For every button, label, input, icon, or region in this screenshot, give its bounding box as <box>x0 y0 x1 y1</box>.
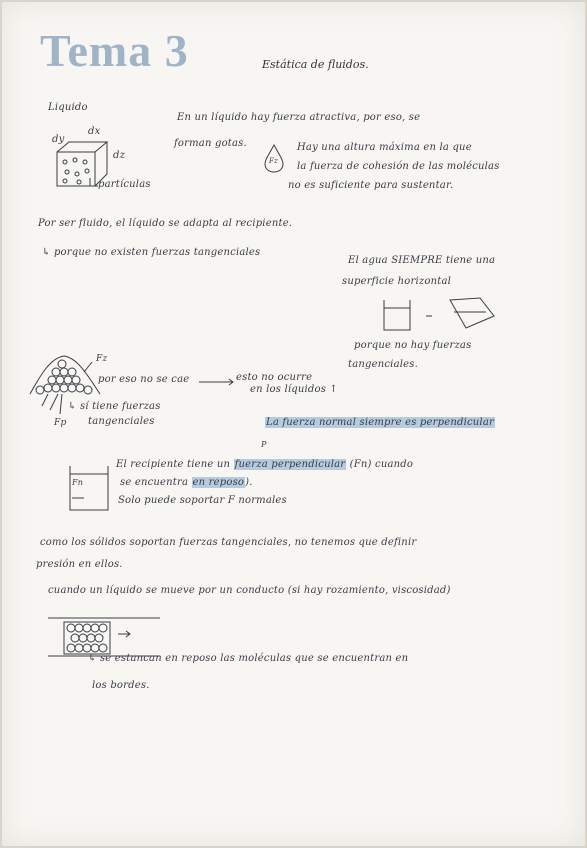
note-fluido-1: Por ser fluido, el líquido se adapta al recipiente. <box>38 218 293 229</box>
note-altura-3: no es suficiente para sustentar. <box>288 180 454 191</box>
note-recipiente-3: Solo puede soportar F normales <box>118 495 287 506</box>
note-solidos-1: como los sólidos soportan fuerzas tangenciales, no tenemos que definir <box>40 537 417 548</box>
note-porque-2: tangenciales. <box>348 359 418 370</box>
note-no-se-cae: por eso no se cae <box>98 374 190 385</box>
page-subtitle: Estática de fluidos. <box>262 58 369 71</box>
arrow-to-no-ocurre <box>199 378 239 386</box>
note-agua-2: superficie horizontal <box>342 276 452 287</box>
dy-label: dy <box>52 134 65 145</box>
note-altura-2: la fuerza de cohesión de las moléculas <box>297 161 500 172</box>
liquido-label: Liquido <box>48 102 88 113</box>
note-si-tiene-2: tangenciales <box>88 416 155 427</box>
note-recipiente-1: El recipiente tiene un fuerza perpendicular (Fn) cuando <box>116 459 414 470</box>
solid-pile-drawing <box>28 354 108 424</box>
note-fluido-2: ↳ porque no existen fuerzas tangenciales <box>42 247 261 258</box>
fz-label: Fz <box>96 354 108 364</box>
fp-label: Fp <box>54 418 67 428</box>
note-atractiva-1: En un líquido hay fuerza atractiva, por eso, se <box>177 112 421 123</box>
vessel-drawing <box>68 464 110 514</box>
note-recipiente-2: se encuentra en reposo). <box>120 477 253 488</box>
note-normal-perpendicular: La fuerza normal siempre es perpendicular <box>266 417 494 428</box>
dz-label: dz <box>113 150 126 161</box>
p-mark: P <box>261 440 267 449</box>
note-altura-1: Hay una altura máxima en la que <box>297 142 472 153</box>
particulas-label: partículas <box>98 179 151 190</box>
note-atractiva-2: forman gotas. <box>174 138 247 149</box>
containers-drawing <box>382 298 502 338</box>
note-estancan-1: ↳ se estancan en reposo las moléculas que se encuentran en <box>88 653 409 664</box>
note-no-ocurre-1: esto no ocurre <box>236 372 313 383</box>
note-estancan-2: los bordes. <box>92 680 150 691</box>
note-porque-1: porque no hay fuerzas <box>354 340 472 351</box>
note-solidos-2: presión en ellos. <box>36 559 123 570</box>
dx-label: dx <box>88 126 101 137</box>
note-si-tiene-1: ↳ sí tiene fuerzas <box>68 401 161 412</box>
notebook-page <box>2 2 585 846</box>
drop-label: Fz <box>269 157 278 165</box>
note-agua-1: El agua SIEMPRE tiene una <box>348 255 496 266</box>
note-no-ocurre-2: en los líquidos ↑ <box>250 384 339 395</box>
note-conducto: cuando un líquido se mueve por un conducto (si hay rozamiento, viscosidad) <box>48 585 451 596</box>
fn-label: Fn <box>72 478 84 487</box>
page-title: Tema 3 <box>40 25 189 76</box>
